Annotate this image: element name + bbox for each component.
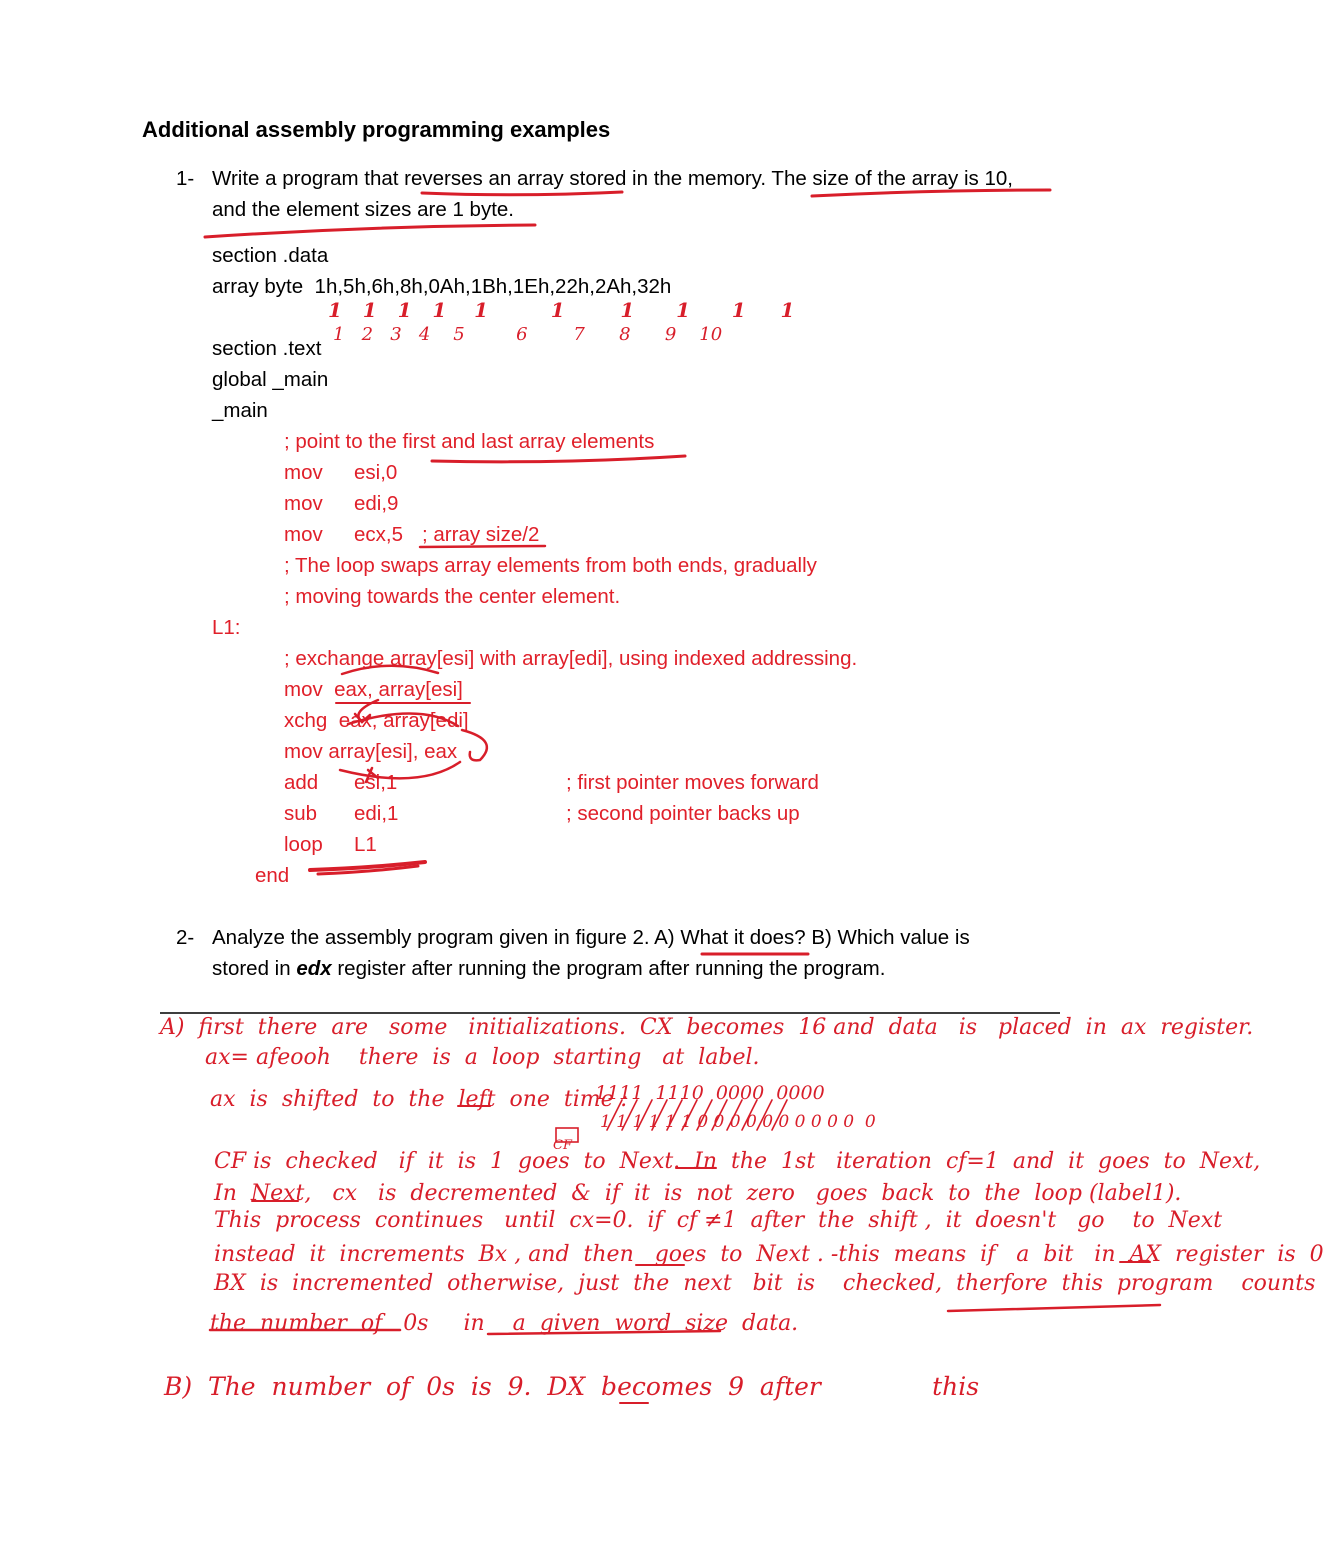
question-1-line-2: and the element sizes are 1 byte. xyxy=(212,198,514,221)
question-2-register-name: edx xyxy=(296,957,332,980)
code-mov-array: mov array[esi], eax xyxy=(284,740,458,763)
question-2-number: 2- xyxy=(176,926,195,949)
code-mov-eax: mov eax, array[esi] xyxy=(284,678,463,701)
hand-answer-a-line-2: ax= afeooh there is a loop starting at label. xyxy=(205,1045,760,1070)
underline-counts xyxy=(948,1305,1160,1311)
hand-answer-a-line-6: This process continues until cx=0. if cf ≠1 after the shift , it doesn't go to Next xyxy=(214,1208,1223,1233)
code-section-text: section .text xyxy=(212,337,322,360)
hand-answer-a-line-4: CF is checked if it is 1 goes to Next. In the 1st iteration cf=1 and it goes to Next, xyxy=(214,1149,1261,1174)
hand-answer-a-line-5: In Next, cx is decremented & if it is not zero goes back to the loop (label1). xyxy=(214,1181,1182,1206)
code-global: global _main xyxy=(212,368,329,391)
hand-bits-shifted: 1 1 1 1 1 1 0 0 0 0 0 0 0 0 0 0 0 xyxy=(600,1112,876,1132)
hand-index-numbers: 1 2 3 4 5 6 7 8 9 10 xyxy=(333,324,723,345)
code-array-declaration: array byte 1h,5h,6h,8h,0Ah,1Bh,1Eh,22h,2Ah,32h xyxy=(212,275,672,298)
code-xchg: xchg eax, array[edi] xyxy=(284,709,469,732)
code-section-data: section .data xyxy=(212,244,329,267)
underline-element-sizes xyxy=(205,225,535,237)
code-comment-loop-1: ; The loop swaps array elements from both ends, gradually xyxy=(284,554,817,577)
code-mov-esi-arg: esi,0 xyxy=(354,461,398,484)
code-add-arg: esi,1 xyxy=(354,771,398,794)
code-sub-comment: ; second pointer backs up xyxy=(566,802,800,825)
hand-cf-label: CF xyxy=(553,1138,572,1153)
code-comment-loop-2: ; moving towards the center element. xyxy=(284,585,621,608)
underline-first-last xyxy=(432,456,685,462)
hand-answer-a-line-9: the number of 0s in a given word size data. xyxy=(210,1311,799,1336)
code-mov-edi-arg: edi,9 xyxy=(354,492,399,515)
loop-arrow-right xyxy=(462,730,487,760)
hand-bits-top: 1111 1110 0000 0000 xyxy=(595,1082,825,1104)
code-add-comment: ; first pointer moves forward xyxy=(566,771,819,794)
code-mov-ecx-op: mov xyxy=(284,523,323,546)
question-2-line-2 xyxy=(212,956,885,982)
question-2-line-2-post: register after running the program after running the program. xyxy=(331,957,886,980)
hand-answer-a-line-1: A) first there are some initializations. CX becomes 16 and data is placed in ax register. xyxy=(160,1015,1254,1040)
code-end: end xyxy=(255,864,290,887)
hand-answer-b: B) The number of 0s is 9. DX becomes 9 after this xyxy=(164,1372,980,1401)
code-comment-point: ; point to the first and last array elements xyxy=(284,430,655,453)
underline-end-thick-2 xyxy=(318,866,418,874)
code-mov-esi-op: mov xyxy=(284,461,323,484)
question-2-line-1: Analyze the assembly program given in figure 2. A) What it does? B) Which value is xyxy=(212,926,970,949)
hand-answer-a-line-7: instead it increments Bx , and then goes to Next . -this means if a bit in AX register is 0 xyxy=(214,1242,1324,1267)
code-mov-edi-op: mov xyxy=(284,492,323,515)
code-label-l1: L1: xyxy=(212,616,241,639)
code-comment-exchange: ; exchange array[esi] with array[edi], using indexed addressing. xyxy=(284,647,858,670)
code-mov-ecx-arg: ecx,5 xyxy=(354,523,403,546)
hand-index-ticks: 1 1 1 1 1 1 1 1 1 1 xyxy=(328,298,795,322)
code-sub-op: sub xyxy=(284,802,318,825)
underline-end-thick xyxy=(310,862,425,870)
code-main-label: _main xyxy=(212,399,268,422)
code-sub-arg: edi,1 xyxy=(354,802,399,825)
document-title: Additional assembly programming examples xyxy=(142,117,611,142)
underline-reverses-array xyxy=(422,192,622,195)
code-loop-arg: L1 xyxy=(354,833,377,856)
code-loop-op: loop xyxy=(284,833,323,856)
code-mov-ecx-comment: ; array size/2 xyxy=(422,523,540,546)
question-1-number: 1- xyxy=(176,167,195,190)
hand-answer-a-line-3: ax is shifted to the left one time : xyxy=(210,1087,629,1112)
question-2-line-2-pre: stored in xyxy=(212,957,297,980)
question-1-line-1: Write a program that reverses an array stored in the memory. The size of the array is 10, xyxy=(212,167,1013,190)
hand-answer-a-line-8: BX is incremented otherwise, just the next bit is checked, therfore this program counts xyxy=(214,1271,1316,1296)
code-add-op: add xyxy=(284,771,319,794)
